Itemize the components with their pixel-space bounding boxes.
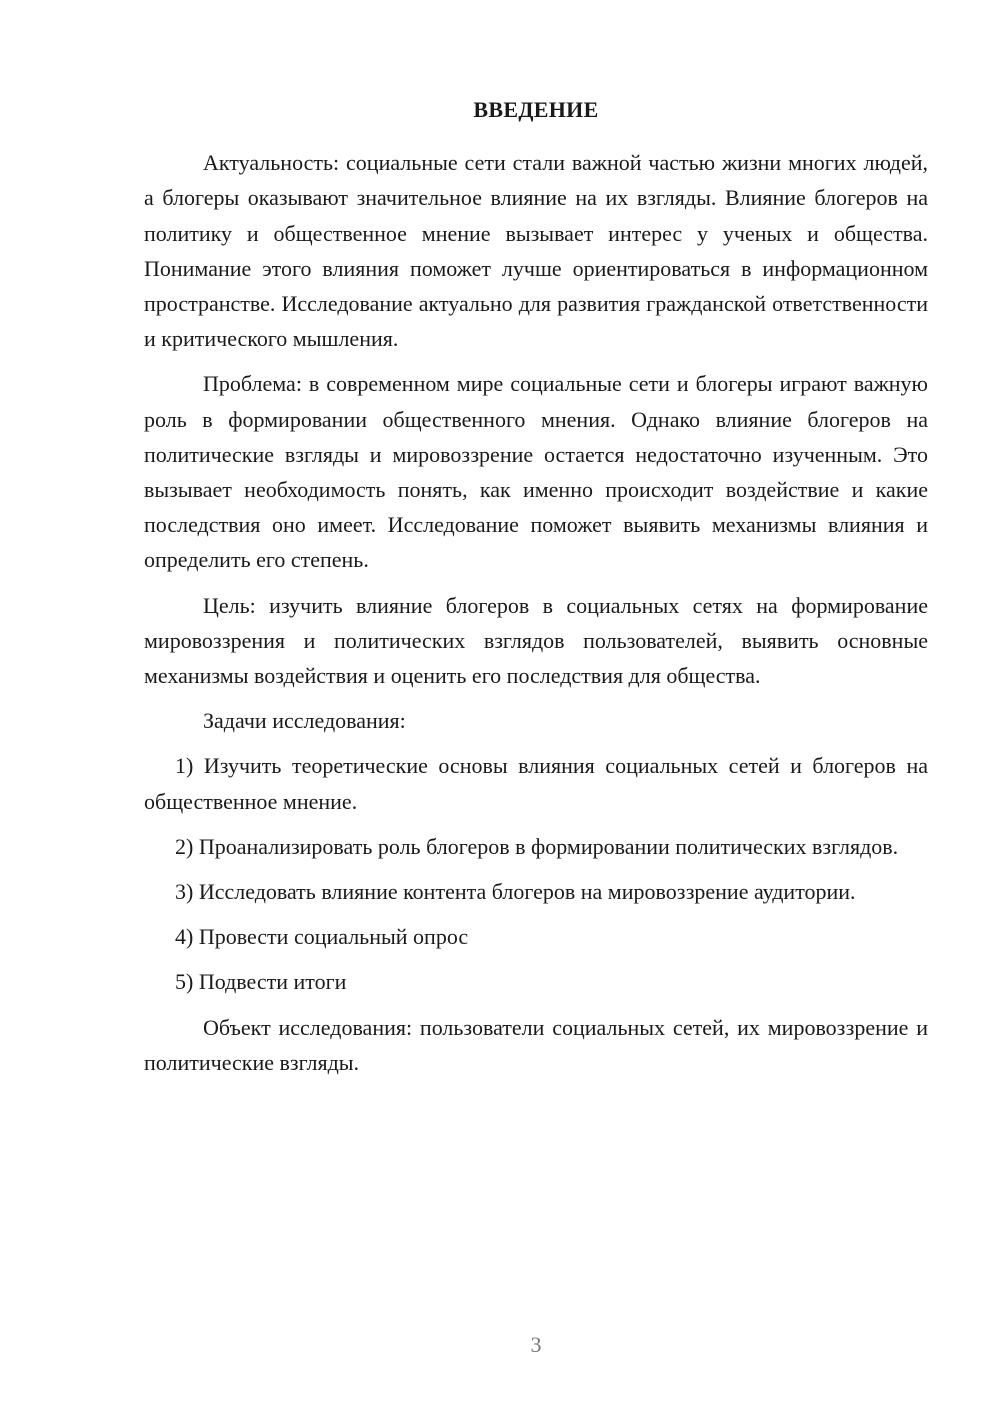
page-number: 3 [530,1332,542,1357]
goal-paragraph: Цель: изучить влияние блогеров в социальных сетях на формирование мировоззрения и политических взглядов пользователей, выявить основные механизмы воздействия и оценить его последствия для общества. [144,592,928,689]
tasks-label: Задачи исследования: [203,708,406,734]
task-item: 1) Изучить теоретические основы влияния социальных сетей и блогеров на общественное мнение. [144,753,928,814]
section-heading: ВВЕДЕНИЕ [473,97,599,122]
task-item: 3) Исследовать влияние контента блогеров на мировоззрение аудитории. [175,879,856,905]
task-item: 5) Подвести итоги [175,969,347,995]
task-item: 2) Проанализировать роль блогеров в формировании политических взглядов. [175,833,899,859]
problem-paragraph: Проблема: в современном мире социальные сети и блогеры играют важную роль в формировании общественного мнения. Однако влияние блогеров на политические взгляды и мировоззрение остается недостаточно изученным. Это вызывает необходимость понять, как именно происходит воздействие и какие последствия оно имеет. Исследование поможет выявить механизмы влияния и определить его степень. [144,371,928,573]
relevance-paragraph: Актуальность: социальные сети стали важной частью жизни многих людей, а блогеры оказывают значительное влияние на их взгляды. Влияние блогеров на политику и общественное мнение вызывает интерес у ученых и общества. Понимание этого влияния поможет лучше ориентироваться в информационном пространстве. Исследование актуально для развития гражданской ответственности и критического мышления. [144,150,928,352]
page-body [144,92,928,1090]
task-item: 4) Провести социальный опрос [175,924,469,950]
object-paragraph: Объект исследования: пользователи социальных сетей, их мировоззрение и политические взгляды. [144,1014,928,1075]
